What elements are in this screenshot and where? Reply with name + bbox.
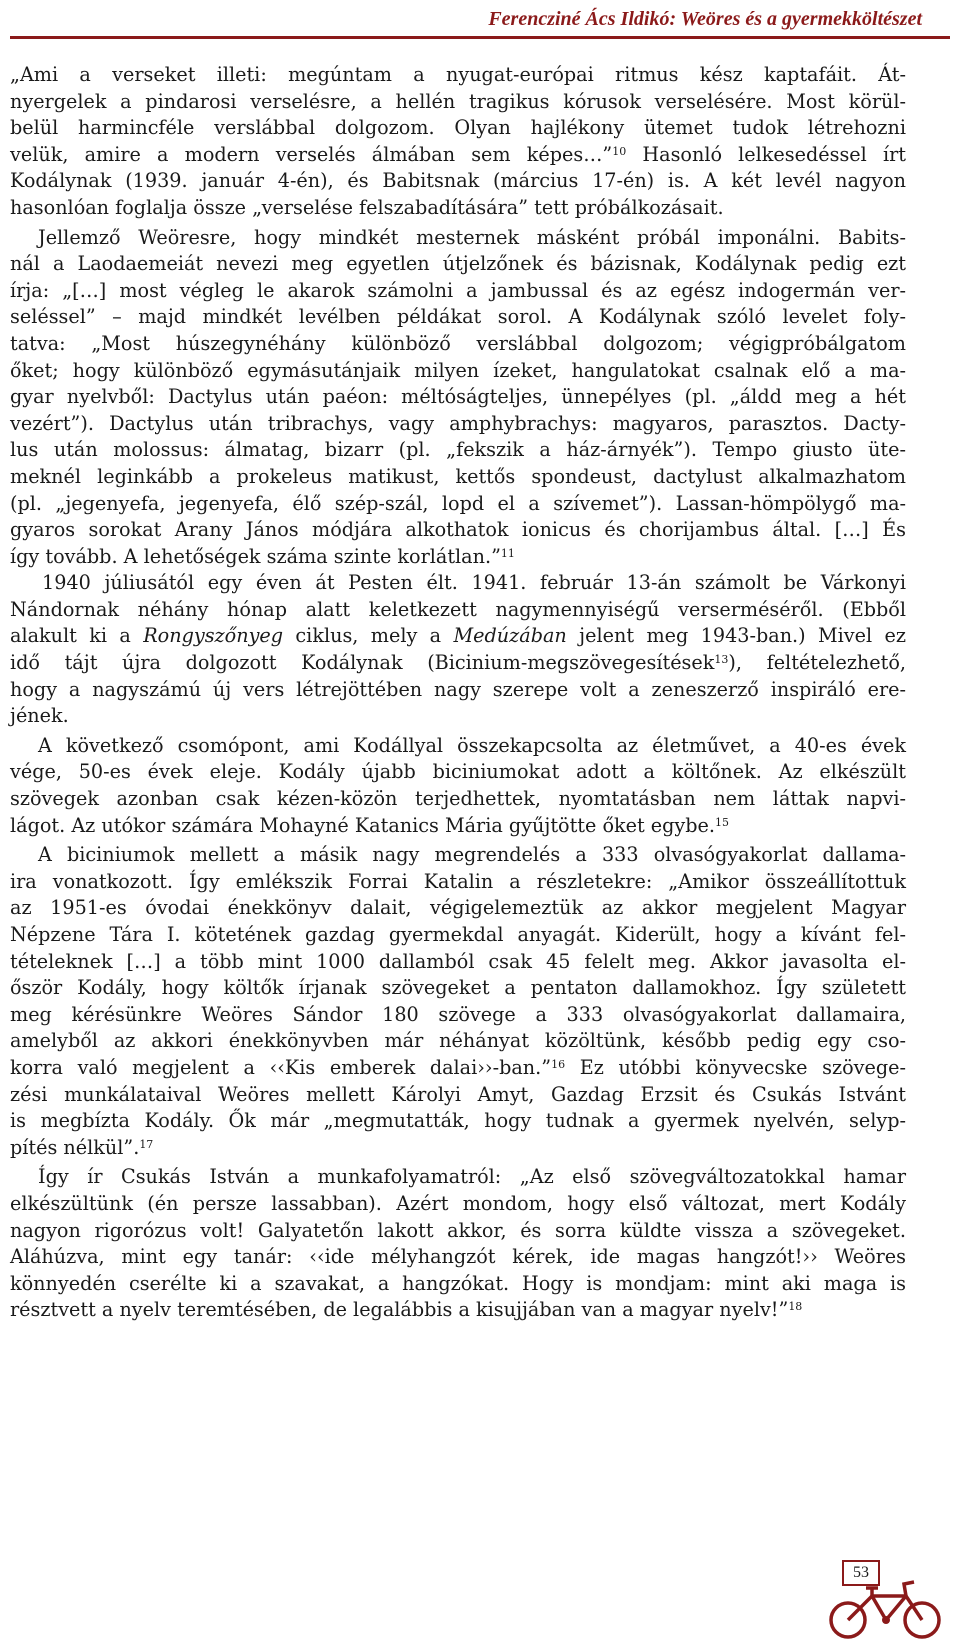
text-line: jének. bbox=[10, 704, 69, 728]
text-line: gyar nyelvből: Dactylus után paéon: méltóságteljes, ünnepélyes (pl. „áldd meg a hét bbox=[10, 385, 906, 409]
text-line: hasonlóan foglalja össze „verselése felszabadítására” tett próbálkozásait. bbox=[10, 195, 724, 219]
text-line: korra való megjelent a ‹‹Kis emberek dalai››-ban.”$^{16}$ Ez utóbbi könyvecske szövege- bbox=[10, 1055, 906, 1079]
text-line: A következő csomópont, ami Kodállyal összekapcsolta az életművet, a 40-es évek bbox=[38, 733, 906, 757]
paragraph-2 bbox=[10, 225, 906, 571]
text-line: zési munkálataival Weöres mellett Károlyi Amyt, Gazdag Erzsit és Csukás Istvánt bbox=[10, 1082, 906, 1106]
running-title: Ferencziné Ács Ildikó: Weöres és a gyermekköltészet bbox=[488, 8, 922, 30]
text-line: őször Kodály, hogy költők írjanak szövegeket a pentaton dallamokhoz. Így született bbox=[10, 976, 906, 1000]
footnote-ref: 17 bbox=[139, 1137, 154, 1151]
text-line: Kodálynak (1939. január 4-én), és Babitsnak (március 17-én) is. A két levél nagyon bbox=[10, 169, 906, 193]
text-line: nagyon rigorózus volt! Galyatetőn lakott akkor, és sorra küldte vissza a szövegeket. bbox=[10, 1218, 906, 1242]
text-line: lágot. Az utókor számára Mohayné Katanics Mária gyűjtötte őket egybe.$^{15}$ bbox=[10, 813, 730, 837]
paragraph-1 bbox=[10, 62, 906, 222]
text-line: Népzene Tára I. kötetének gazdag gyermekdal anyagát. Kiderült, hogy a kívánt fel- bbox=[10, 923, 906, 946]
footnote-ref: 18 bbox=[788, 1300, 803, 1314]
text-line: (pl. „jegenyefa, jegenyefa, élő szép-szál, lopd el a szívemet”). Lassan-hömpölygő ma- bbox=[10, 491, 906, 515]
text-line: gyaros sorokat Arany János módjára alkothatok ionicus és chorijambus által. […] És bbox=[10, 518, 906, 542]
text-line: A biciniumok mellett a másik nagy megrendelés a 333 olvasógyakorlat dallama- bbox=[38, 843, 906, 867]
italic-title: Rongyszőnyeg bbox=[143, 624, 284, 648]
italic-title: Medúzában bbox=[453, 624, 567, 648]
footnote-ref: 16 bbox=[551, 1057, 566, 1071]
text-line: elkészültünk (én persze lassabban). Azért mondom, hogy első változat, mert Kodály bbox=[10, 1191, 906, 1215]
text-line: lus után molossus: álmatag, bizarr (pl. „fekszik a ház-árnyék”). Tempo giusto üte- bbox=[10, 438, 906, 462]
text-line: is megbízta Kodály. Ők már „megmutatták, hogy tudnak a gyermek nyelvén, selyp- bbox=[10, 1109, 906, 1133]
text-line: Aláhúzva, mint egy tanár: ‹‹ide mélyhangzót kérek, ide magas hangzót!›› Weöres bbox=[10, 1245, 906, 1269]
text-line: Így ír Csukás István a munkafolyamatról: „Az első szövegváltozatokkal hamar bbox=[38, 1165, 906, 1189]
article-body bbox=[10, 62, 906, 1324]
text-line: seléssel” – majd mindkét levélben példákat sorol. A Kodálynak szóló levelet foly- bbox=[10, 305, 906, 329]
text-line: tatva: „Most húszegynéhány különböző verslábbal dolgozom; végigpróbálgatom bbox=[10, 331, 906, 355]
footnote-ref: 10 bbox=[612, 144, 627, 158]
text-line: meknél leginkább a prokeleus matikust, kettős spondeust, dactylust alkalmazhatom bbox=[10, 464, 906, 488]
header-rule bbox=[10, 36, 950, 39]
text-line: könnyedén cserélte ki a szavakat, a hangzókat. Hogy is mondjam: mint aki maga is bbox=[10, 1271, 906, 1295]
page-header bbox=[0, 0, 960, 40]
text-line: 1940 júliusától egy éven át Pesten élt. 1941. február 13-án számolt be Várkonyi bbox=[42, 571, 906, 595]
text-line: velük, amire a modern verselés álmában sem képes…”$^{10}$ Hasonló lelkesedéssel írt bbox=[10, 142, 906, 166]
paragraph-5 bbox=[10, 842, 906, 1161]
footnote-ref: 11 bbox=[500, 546, 515, 560]
text-line: az 1951-es óvodai énekkönyv dalait, végigelemeztük az akkor megjelent Magyar bbox=[10, 896, 906, 920]
text-line: idő tájt újra dolgozott Kodálynak (Bicinium-megszövegesítések$^{13}$), feltételezhető, bbox=[10, 651, 906, 675]
text-line: őket; hogy különböző egymásutánjaik milyen ízeket, hangulatokat csalnak elő a ma- bbox=[10, 358, 906, 382]
text-line: írja: „[…] most végleg le akarok számolni a jambussal és az egész indogermán ver- bbox=[10, 278, 906, 302]
footnote-ref: 13 bbox=[714, 653, 729, 667]
text-line: tételeknek […] a több mint 1000 dallamból csak 45 felelt meg. Akkor javasolta el- bbox=[10, 949, 906, 973]
text-line: nál a Laodaemeiát nevezi meg egyetlen útjelzőnek és bázisnak, Kodálynak pedig ezt bbox=[10, 252, 906, 276]
text-line: amelyből az akkori énekkönyvben már néhányat közöltünk, később pedig egy cso- bbox=[10, 1029, 906, 1053]
page-number: 53 bbox=[842, 1560, 880, 1586]
paragraph-6 bbox=[10, 1164, 906, 1324]
text-line: vége, 50-es évek eleje. Kodály újabb biciniumokat adott a költőnek. Az elkészült bbox=[10, 760, 906, 784]
text-line: szövegek azonban csak kézen-közön terjedhettek, nyomtatásban nem láttak napvi- bbox=[10, 787, 906, 811]
text-line: nyergelek a pindarosi verselésre, a hellén tragikus kórusok verselésére. Most körül- bbox=[10, 89, 906, 113]
text-line: vezért”). Dactylus után tribrachys, vagy amphybrachys: magyaros, parasztos. Dacty- bbox=[10, 411, 906, 435]
text-line: résztvett a nyelv teremtésében, de legalábbis a kisujjában van a magyar nyelv!”$^{18}$ bbox=[10, 1298, 803, 1322]
text-line: hogy a nagyszámú új vers létrejöttében nagy szerepe volt a zeneszerző inspiráló ere- bbox=[10, 677, 906, 701]
paragraph-3 bbox=[10, 570, 906, 730]
text-line: „Ami a verseket illeti: megúntam a nyugat-európai ritmus kész kaptafáit. Át- bbox=[10, 63, 906, 86]
footnote-ref: 15 bbox=[715, 815, 730, 829]
text-line: pítés nélkül”.$^{17}$ bbox=[10, 1135, 154, 1159]
paragraph-4 bbox=[10, 733, 906, 839]
text-line: belül harmincféle verslábbal dolgozom. Olyan hajlékony ütemet tudok létrehozni bbox=[10, 116, 906, 140]
text-line: ira vonatkozott. Így emlékszik Forrai Katalin a részletekre: „Amikor összeállítottuk bbox=[10, 869, 906, 893]
text-line: így tovább. A lehetőségek száma szinte korlátlan.”$^{11}$ bbox=[10, 544, 515, 568]
text-line: Jellemző Weöresre, hogy mindkét mesternek másként próbál imponálni. Babits- bbox=[38, 225, 906, 249]
bicycle-icon bbox=[826, 1574, 944, 1642]
text-line: meg kérésünkre Weöres Sándor 180 szövege a 333 olvasógyakorlat dallamaira, bbox=[10, 1002, 906, 1026]
text-line: alakult ki a Rongyszőnyeg ciklus, mely a Medúzában jelent meg 1943-ban.) Mivel ez bbox=[10, 624, 906, 648]
text-line: Nándornak néhány hónap alatt keletkezett nagymennyiségű verserméséről. (Ebből bbox=[10, 597, 906, 621]
